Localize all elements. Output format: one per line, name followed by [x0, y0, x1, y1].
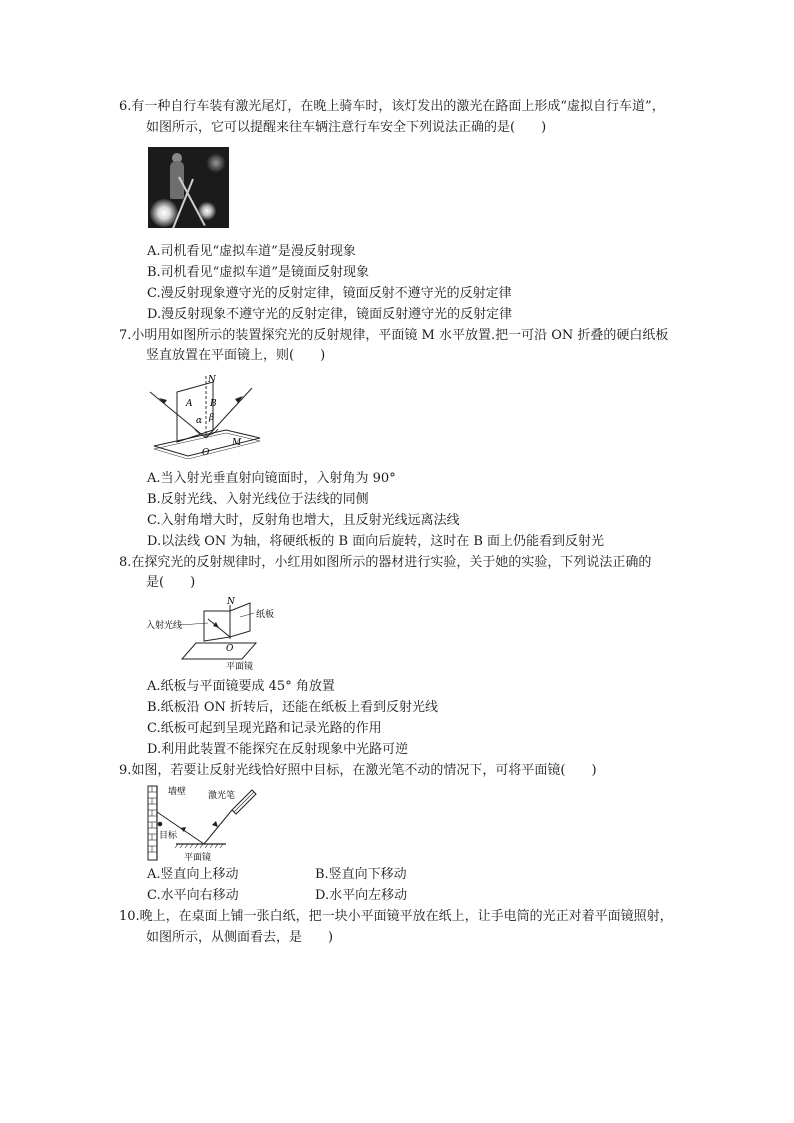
- q8-option-b: B.纸板沿 ON 折转后，还能在纸板上看到反射光线: [147, 700, 438, 715]
- q8-option-a: A.纸板与平面镜要成 45° 角放置: [147, 679, 335, 694]
- q9-label-laser: 激光笔: [208, 791, 236, 801]
- q6-option-a: A.司机看见“虚拟车道”是漫反射现象: [147, 244, 356, 259]
- q6-stem-line2: 如图所示，它可以提醒来往车辆注意行车安全下列说法正确的是( ): [146, 120, 547, 135]
- q8-label-n: N: [227, 597, 235, 607]
- q9-laser-wall-diagram: [146, 782, 264, 864]
- q8-label-o: O: [226, 644, 234, 654]
- q7-label-a: A: [186, 399, 193, 409]
- q9-label-target: 目标: [159, 831, 178, 841]
- q6-bicycle-laser-photo: [148, 147, 229, 228]
- q7-label-m: M: [232, 438, 242, 448]
- q9-label-wall: 墙壁: [168, 787, 187, 797]
- q8-label-mirror: 平面镜: [226, 662, 254, 671]
- q6-option-b: B.司机看见“虚拟车道”是镜面反射现象: [147, 265, 369, 280]
- q6-option-d: D.漫反射现象不遵守光的反射定律，镜面反射遵守光的反射定律: [147, 307, 513, 322]
- q8-stem-line1: 8.在探究光的反射规律时，小红用如图所示的器材进行实验，关于她的实验，下列说法正确的: [119, 555, 652, 570]
- q8-board-mirror-diagram: [146, 595, 296, 671]
- q7-label-n: N: [208, 375, 216, 385]
- q10-stem-line1: 10.晚上，在桌面上铺一张白纸，把一块小平面镜平放在纸上，让手电筒的光正对着平面镜照射，: [119, 909, 673, 924]
- q8-option-d: D.利用此装置不能探究在反射现象中光路可逆: [147, 742, 409, 757]
- q7-stem-line2: 竖直放置在平面镜上，则( ): [146, 348, 326, 363]
- q9-label-mirror: 平面镜: [184, 853, 212, 863]
- q7-option-d: D.以法线 ON 为轴，将硬纸板的 B 面向后旋转，这时在 B 面上仍能看到反射光: [147, 534, 605, 549]
- q7-option-b: B.反射光线、入射光线位于法线的同侧: [147, 492, 369, 507]
- q9-option-d: D.水平向左移动: [315, 888, 408, 903]
- q7-option-c: C.入射角增大时，反射角也增大，且反射光线远离法线: [147, 513, 460, 528]
- q9-option-a: A.竖直向上移动: [147, 867, 239, 882]
- q7-label-alpha: α: [196, 416, 203, 426]
- q8-stem-line2: 是( ): [146, 575, 196, 590]
- q6-option-c: C.漫反射现象遵守光的反射定律，镜面反射不遵守光的反射定律: [147, 286, 512, 301]
- q7-label-o: O: [202, 448, 210, 458]
- q7-reflection-apparatus-diagram: [146, 368, 266, 460]
- q8-label-board: 纸板: [256, 610, 275, 620]
- q7-label-beta: β: [209, 413, 215, 423]
- q10-stem-line2: 如图所示，从侧面看去，是 ): [146, 930, 334, 945]
- q6-stem-line1: 6.有一种自行车装有激光尾灯，在晚上骑车时，该灯发出的激光在路面上形成“虚拟自行车道”，: [119, 99, 665, 114]
- q7-label-b: B: [210, 399, 217, 409]
- q9-option-c: C.水平向右移动: [147, 888, 239, 903]
- q8-label-incident: 入射光线: [146, 621, 183, 631]
- q8-option-c: C.纸板可起到呈现光路和记录光路的作用: [147, 721, 382, 736]
- q7-option-a: A.当入射光垂直射向镜面时，入射角为 90°: [147, 471, 396, 486]
- q9-option-b: B.竖直向下移动: [315, 867, 407, 882]
- q7-stem-line1: 7.小明用如图所示的装置探究光的反射规律，平面镜 M 水平放置.把一可沿 ON 折叠的硬白纸板: [119, 328, 669, 343]
- q9-stem-line1: 9.如图，若要让反射光线恰好照中目标，在激光笔不动的情况下，可将平面镜( ): [119, 763, 597, 778]
